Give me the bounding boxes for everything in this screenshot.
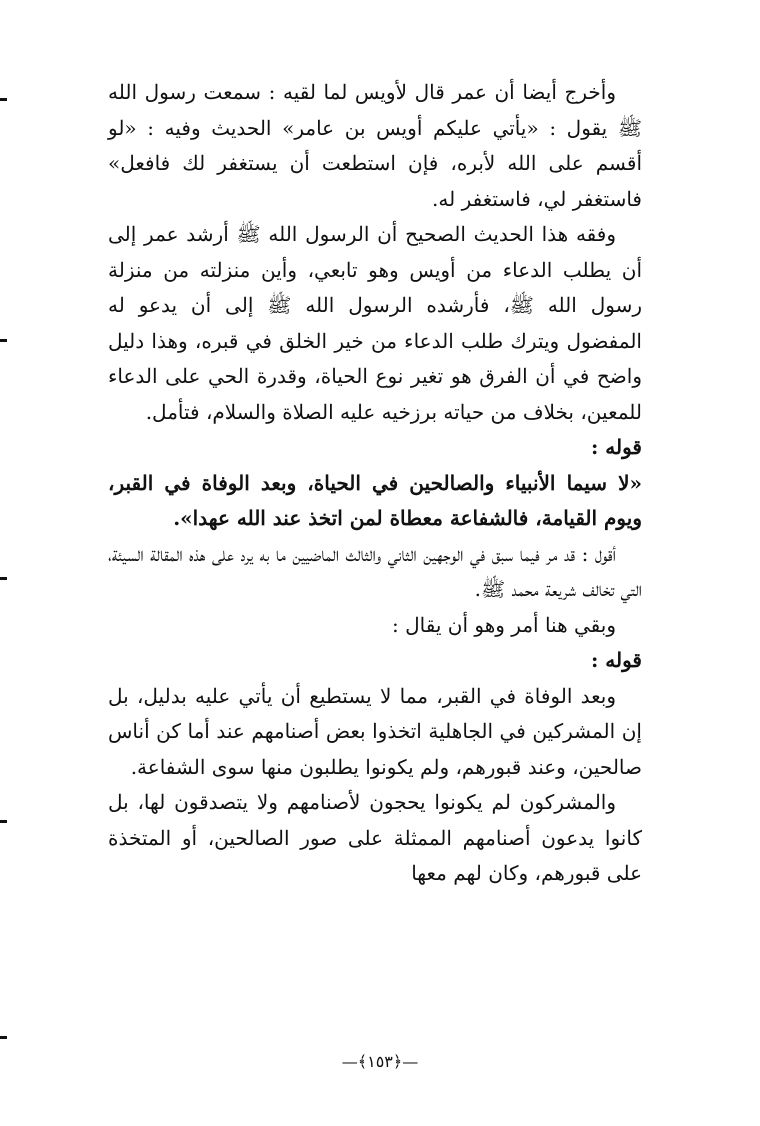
- page-body: [108, 75, 642, 892]
- margin-mark: [0, 577, 7, 580]
- paragraph-3: أقول : قد مر فيما سبق في الوجهين الثاني والثالث الماضيين ما به يرد على هذه المقالة السيئة، التي تخالف شريعة محمد ﷺ.: [108, 541, 642, 601]
- paragraph-4: وبقي هنا أمر وهو أن يقال :: [392, 612, 616, 637]
- paragraph-2: وفقه هذا الحديث الصحيح أن الرسول الله ﷺ أرشد عمر إلى أن يطلب الدعاء من أويس وهو تابعي، وأين منزلته من منزلة رسول الله ﷺ، فأرشده الرسول الله ﷺ إلى أن يدعو له المفضول ويترك طلب الدعاء من خير الخلق في قبره، وهذا دليل واضح في أن الفرق هو تغير نوع الحياة، وقدرة الحي على الدعاء للمعين، بخلاف من حياته برزخيه عليه الصلاة والسلام، فتأمل.: [108, 222, 642, 424]
- quoted-statement: «لا سيما الأنبياء والصالحين في الحياة، وبعد الوفاة في القبر، ويوم القيامة، فالشفاعة معطاة لمن اتخذ عند الله عهدا».: [108, 470, 642, 530]
- section-heading-1: قوله :: [590, 435, 642, 459]
- margin-mark: [0, 820, 7, 823]
- paragraph-1: وأخرج أيضا أن عمر قال لأويس لما لقيه : سمعت رسول الله ﷺ يقول : «يأتي عليكم أويس بن عامر» الحديث وفيه : «لو أقسم على الله لأبره، فإن استطعت أن يستغفر لك فافعل» فاستغفر لي، فاستغفر له.: [108, 80, 642, 211]
- margin-mark: [0, 98, 7, 101]
- paragraph-6: والمشركون لم يكونوا يحجون لأصنامهم ولا يتصدقون لها، بل كانوا يدعون أصنامهم الممثلة على صور الصالحين، أو المتخذة على قبورهم، وكان لهم معها: [108, 790, 642, 885]
- paragraph-5: وبعد الوفاة في القبر، مما لا يستطيع أن يأتي عليه بدليل، بل إن المشركين في الجاهلية اتخذوا بعض أصنامهم عند أما كن أناس صالحين، وعند قبورهم، ولم يكونوا يطلبون منها سوى الشفاعة.: [108, 683, 642, 779]
- margin-mark: [0, 1036, 7, 1039]
- margin-mark: [0, 339, 7, 342]
- page-number: —﴿١٥٣﴾—: [341, 1052, 419, 1071]
- section-heading-2: قوله :: [590, 648, 642, 672]
